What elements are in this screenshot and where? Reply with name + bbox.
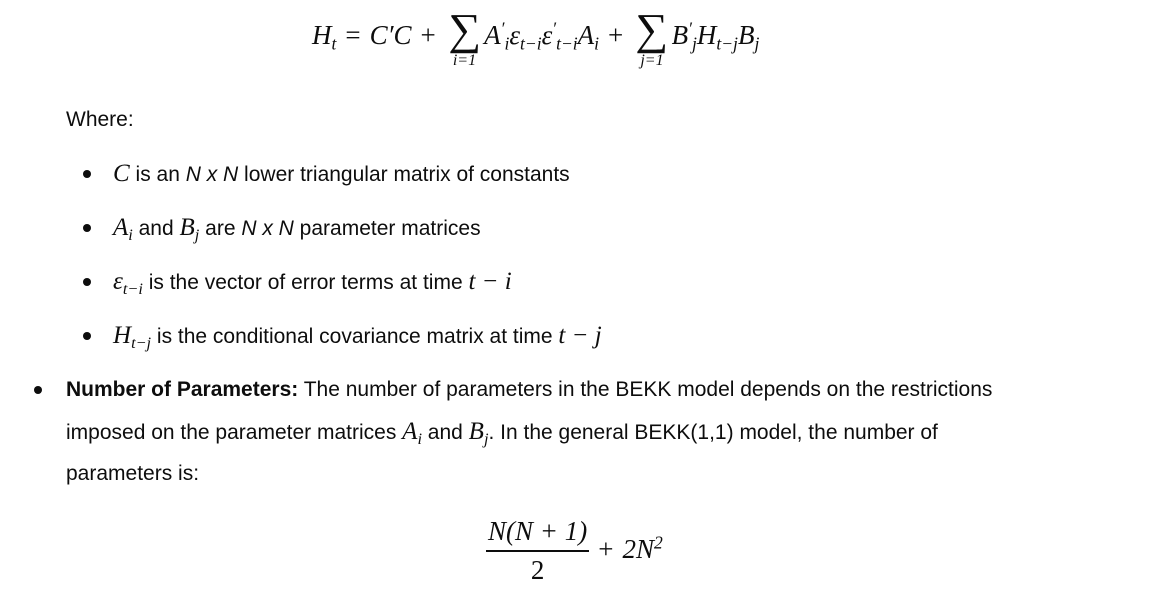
eq-plus: + (420, 20, 436, 50)
sum-operator: ∑ j=1 (635, 5, 669, 69)
eq-arch-term: $A'_i\varepsilon_{t-i}\varepsilon'_{t-i}A_i$ (484, 18, 600, 54)
parameter-count-equation (486, 514, 663, 586)
eq-garch-term: $B'_jH_{t-j}B_j$ (671, 18, 760, 54)
definition-item: $A_i$ and $B_j$ are N x N parameter matrices (113, 214, 481, 245)
eq-equals: = (345, 20, 361, 50)
bullet-dot (83, 224, 91, 232)
eq-squared-term: $2N^2$ (622, 532, 663, 565)
bullet-dot (83, 332, 91, 340)
eq-constant-term: C′C (369, 20, 412, 50)
definition-item: C is an N x N lower triangular matrix of constants (113, 160, 570, 187)
eq-plus: + (598, 534, 614, 565)
bullet-dot (83, 170, 91, 178)
eq-lhs: $H_t$ (312, 20, 337, 54)
bullet-dot (83, 278, 91, 286)
definition-item: $H_{t-j}$ is the conditional covariance matrix at time t − j (113, 322, 602, 353)
sum-lower-limit: i=1 (452, 52, 477, 69)
sum-lower-limit: j=1 (640, 52, 664, 69)
sum-operator: ∑ i=1 (447, 5, 481, 69)
eq-plus: + (608, 20, 624, 50)
definition-item: $\varepsilon_{t-i}$ is the vector of error terms at time t − i (113, 268, 512, 299)
parameters-paragraph-line: imposed on the parameter matrices $A_i$ and $B_j$. In the general BEKK(1,1) model, the number of (66, 418, 938, 449)
parameters-paragraph-line: parameters is: (66, 462, 200, 485)
bullet-dot (34, 386, 42, 394)
fraction-numerator: N(N + 1) (488, 516, 588, 546)
parameters-heading: Number of Parameters: (66, 378, 299, 401)
where-label: Where: (66, 108, 134, 131)
fraction-denominator: 2 (530, 554, 545, 585)
parameters-paragraph-line: Number of Parameters: The number of parameters in the BEKK model depends on the restrictions (66, 378, 993, 401)
fraction (486, 514, 589, 586)
